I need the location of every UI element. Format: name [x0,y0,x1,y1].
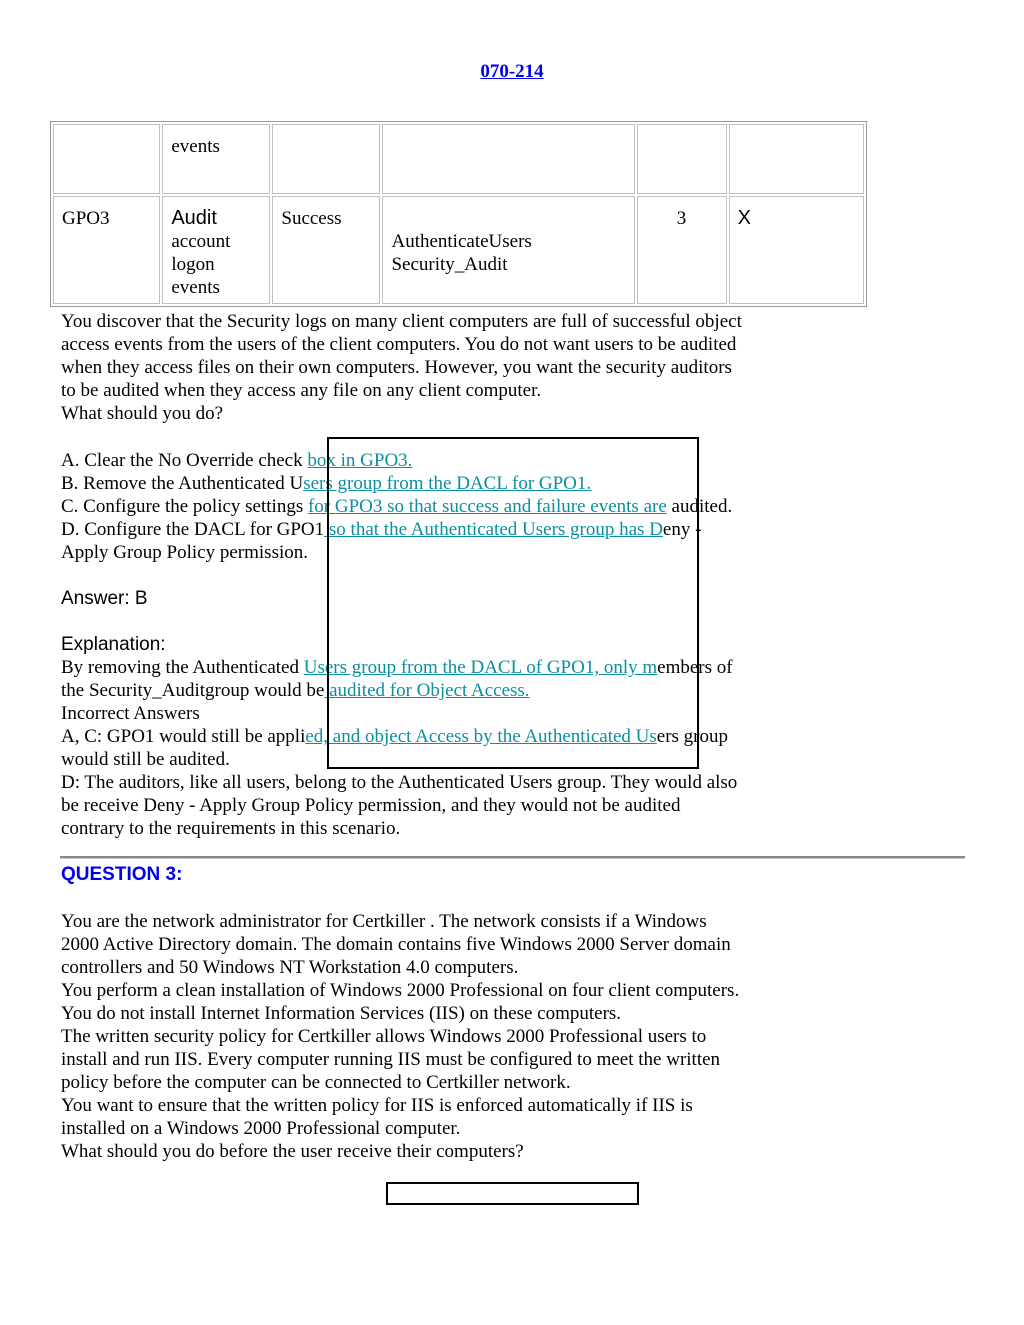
incorrect-ac-tail: ers group [656,726,729,747]
option-d-overlay-text: so that the Authenticated Users group has D [324,519,663,540]
option-c-text: C. Configure the policy settings [61,496,308,517]
table-cell-flag: X [729,196,864,304]
explanation-overlay-text: Users group from the DACL of GPO1, only m [303,657,658,678]
table-cell [637,124,727,194]
explanation-label: Explanation: [61,634,166,655]
option-d-tail: eny - [662,519,702,540]
incorrect-ac-overlay-text: ed, and object Access by the Authenticated Us [305,726,657,747]
table-cell [382,124,634,194]
document-header-link[interactable]: 070-214 [480,61,544,82]
table-row [53,196,864,304]
incorrect-ac-text: A, C: GPO1 would still be appli [61,726,306,747]
option-d-line2: Apply Group Policy permission. [61,542,308,563]
setting-first-word: Audit [171,207,217,229]
table-cell [729,124,864,194]
incorrect-ac-line2: would still be audited. [61,749,230,770]
explanation-overlay-text: audited for Object Access. [324,680,530,701]
setting-rest: account logon events [171,231,231,298]
option-c-overlay-text: for GPO3 so that success and failure events are [307,496,667,517]
table-cell: events [162,124,270,194]
incorrect-d-paragraph: D: The auditors, like all users, belong to the Authenticated Users group. They would also be receive Deny - Apply Group Policy permission, and they would not be audited contrary to the requirements in this scenario. [61,772,738,839]
option-b-text: B. Remove the Authenticated U [61,473,304,494]
table-cell-groups: AuthenticateUsers Security_Audit [382,196,634,304]
table-cell-type: Success [272,196,380,304]
empty-rectangle [386,1182,639,1205]
incorrect-answers-label: Incorrect Answers [61,703,200,724]
option-d-text: D. Configure the DACL for GPO1 [61,519,325,540]
question-paragraph: You discover that the Security logs on many client computers are full of successful object access events from the users of the client computers. You do not want users to be audited when they access files on their own computers. However, you want the security auditors to be audited when they access any file on any client computer. What should you do? [61,311,742,424]
question-body: You are the network administrator for Certkiller . The network consists if a Windows 2000 Active Directory domain. The domain contains five Windows 2000 Server domain controllers and 50 Windows NT Workstation 4.0 computers. You perform a clean installation of Windows 2000 Professional on four client computers. You do not install Internet Information Services (IIS) on these computers. The written security policy for Certkiller allows Windows 2000 Professional users to install and run IIS. Every computer running IIS must be configured to meet the written policy before the computer can be connected to Certkiller network. You want to ensure that the written policy for IIS is enforced automatically if IIS is installed on a Windows 2000 Professional computer. What should you do before the user receive their computers? [61,911,740,1162]
policy-table [50,121,867,307]
overlay-rectangle [327,437,699,769]
table-row [53,124,864,194]
table-cell-gpo: GPO3 [53,196,160,304]
option-a-overlay-text: box in GPO3. [307,450,413,471]
table-cell [272,124,380,194]
option-c-tail: audited. [666,496,733,517]
answer-label: Answer: B [61,588,148,609]
table-cell [53,124,160,194]
explanation-text: By removing the Authenticated [61,657,304,678]
section-divider [60,856,965,859]
explanation-text: the Security_Auditgroup would be [61,680,325,701]
option-b-overlay-text: sers group from the DACL for GPO1. [303,473,592,494]
option-a-text: A. Clear the No Override check [61,450,308,471]
table-cell-order: 3 [637,196,727,304]
explanation-tail: embers of [657,657,733,678]
table-cell-setting [162,196,270,304]
question-title: QUESTION 3: [61,864,183,885]
